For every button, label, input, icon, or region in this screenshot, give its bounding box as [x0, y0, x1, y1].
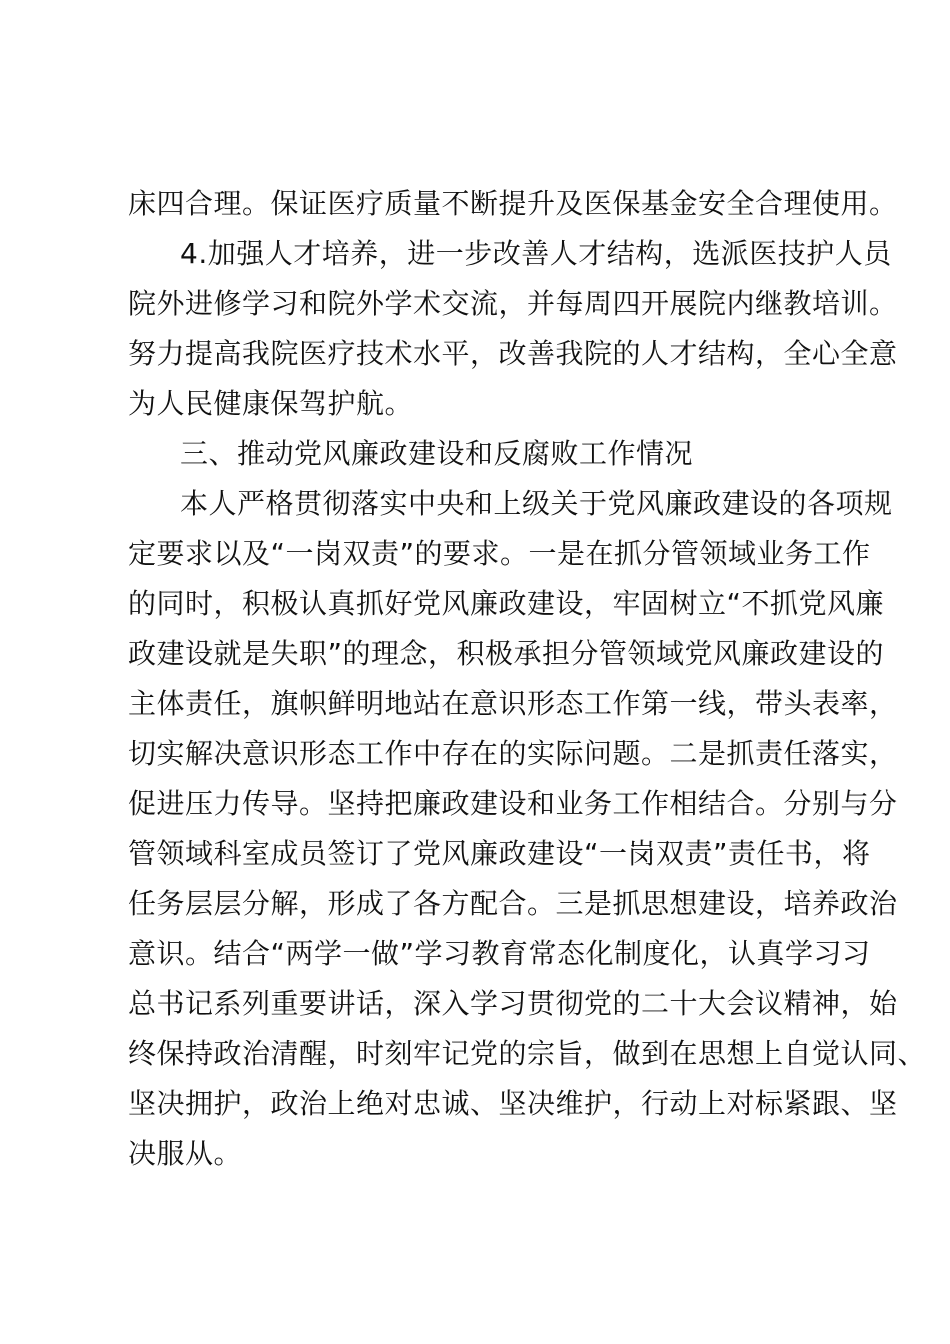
- text-line-19: 坚决拥护，政治上绝对忠诚、坚决维护，行动上对标紧跟、坚: [128, 1087, 898, 1120]
- text-line-13: 促进压力传导。坚持把廉政建设和业务工作相结合。分别与分: [128, 787, 898, 820]
- text-line-16: 意识。结合“两学一做”学习教育常态化制度化，认真学习习: [128, 937, 871, 970]
- text-line-5: 为人民健康保驾护航。: [128, 387, 414, 420]
- text-line-1: 床四合理。保证医疗质量不断提升及医保基金安全合理使用。: [128, 187, 898, 220]
- text-line-9: 的同时，积极认真抓好党风廉政建设，牢固树立“不抓党风廉: [128, 587, 885, 620]
- text-line-12: 切实解决意识形态工作中存在的实际问题。二是抓责任落实，: [128, 737, 898, 770]
- text-line-7: 本人严格贯彻落实中央和上级关于党风廉政建设的各项规: [180, 487, 893, 520]
- text-line-11: 主体责任，旗帜鲜明地站在意识形态工作第一线，带头表率，: [128, 687, 898, 720]
- text-line-17: 总书记系列重要讲话，深入学习贯彻党的二十大会议精神，始: [128, 987, 898, 1020]
- text-line-2: 4.加强人才培养，进一步改善人才结构，选派医技护人员: [180, 237, 892, 270]
- text-line-3: 院外进修学习和院外学术交流，并每周四开展院内继教培训。: [128, 287, 898, 320]
- text-line-4: 努力提高我院医疗技术水平，改善我院的人才结构，全心全意: [128, 337, 898, 370]
- text-line-10: 政建设就是失职”的理念，积极承担分管领域党风廉政建设的: [128, 637, 885, 670]
- text-line-8: 定要求以及“一岗双责”的要求。一是在抓分管领域业务工作: [128, 537, 871, 570]
- text-line-15: 任务层层分解，形成了各方配合。三是抓思想建设，培养政治: [128, 887, 898, 920]
- section-heading: 三、推动党风廉政建设和反腐败工作情况: [180, 437, 694, 470]
- text-line-18: 终保持政治清醒，时刻牢记党的宗旨，做到在思想上自觉认同、: [128, 1037, 927, 1070]
- text-line-14: 管领域科室成员签订了党风廉政建设“一岗双责”责任书，将: [128, 837, 871, 870]
- text-line-20: 决服从。: [128, 1137, 243, 1170]
